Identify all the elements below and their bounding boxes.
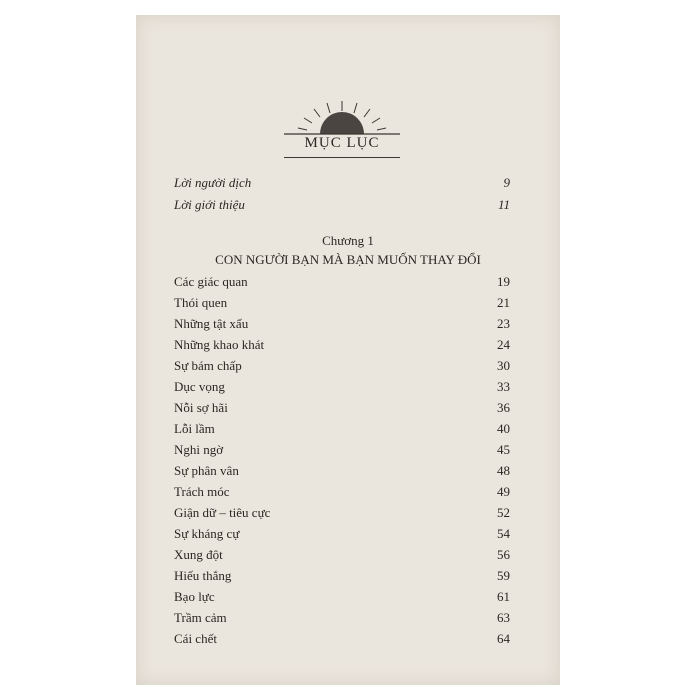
toc-entry — [174, 295, 510, 315]
entry-label: Lời người dịch — [174, 175, 252, 190]
entry-label: Trách móc — [174, 484, 230, 499]
chapter-number: Chương 1 — [322, 233, 374, 248]
toc-entry-introduction — [174, 197, 510, 217]
toc-entry — [174, 631, 510, 651]
entry-page: 48 — [497, 463, 510, 478]
entry-label: Thói quen — [174, 295, 228, 310]
entry-label: Những tật xấu — [174, 316, 249, 331]
toc-entry-translator-note — [174, 175, 510, 195]
entry-label: Bạo lực — [174, 589, 215, 604]
entry-label: Giận dữ – tiêu cực — [174, 505, 271, 520]
toc-entry — [174, 442, 510, 462]
toc-entry — [174, 274, 510, 294]
entry-label: Những khao khát — [174, 337, 265, 352]
entry-page: 49 — [497, 484, 510, 499]
entry-label: Sự phân vân — [174, 463, 239, 478]
toc-entry — [174, 484, 510, 504]
entry-label: Dục vọng — [174, 379, 225, 394]
chapter-title: CON NGƯỜI BẠN MÀ BẠN MUỐN THAY ĐỔI — [215, 252, 481, 267]
toc-entry — [174, 463, 510, 483]
entry-label: Trầm cảm — [174, 610, 227, 625]
entry-page: 54 — [497, 526, 510, 541]
entry-label: Sự kháng cự — [174, 526, 240, 541]
entry-page: 19 — [497, 274, 510, 289]
entry-page: 30 — [497, 358, 510, 373]
toc-entry — [174, 379, 510, 399]
entry-page: 21 — [497, 295, 510, 310]
entry-page: 61 — [497, 589, 510, 604]
entry-page: 59 — [497, 568, 510, 583]
toc-entry — [174, 421, 510, 441]
entry-page: 33 — [497, 379, 510, 394]
entry-label: Lỗi lầm — [174, 421, 215, 436]
entry-page: 64 — [497, 631, 510, 646]
entry-label: Các giác quan — [174, 274, 248, 289]
entry-page: 11 — [497, 197, 510, 212]
entry-page: 40 — [497, 421, 510, 436]
entry-label: Xung đột — [174, 547, 223, 562]
entry-label: Nỗi sợ hãi — [174, 400, 228, 415]
entry-page: 9 — [503, 175, 510, 190]
rising-sun-icon — [282, 95, 402, 165]
entry-page: 45 — [497, 442, 510, 457]
entry-page: 56 — [497, 547, 510, 562]
toc-entry — [174, 337, 510, 357]
toc-entry — [174, 358, 510, 378]
entry-page: 36 — [497, 400, 510, 415]
entry-page: 24 — [497, 337, 510, 352]
toc-title: MỤC LỤC — [304, 135, 380, 151]
toc-entry — [174, 526, 510, 546]
entry-page: 52 — [497, 505, 510, 520]
entry-label: Hiếu thắng — [174, 568, 232, 583]
toc-entry — [174, 568, 510, 588]
title-divider — [284, 157, 400, 158]
entry-label: Nghi ngờ — [174, 442, 224, 457]
entry-label: Sự bám chấp — [174, 358, 242, 373]
toc-entry — [174, 400, 510, 420]
entry-page: 23 — [497, 316, 510, 331]
entry-label: Cái chết — [174, 631, 217, 646]
toc-entry — [174, 505, 510, 525]
toc-entry — [174, 589, 510, 609]
toc-entry — [174, 547, 510, 567]
entry-label: Lời giới thiệu — [174, 197, 245, 212]
toc-entry — [174, 610, 510, 630]
book-page — [136, 15, 560, 685]
entry-page: 63 — [497, 610, 510, 625]
toc-entry — [174, 316, 510, 336]
